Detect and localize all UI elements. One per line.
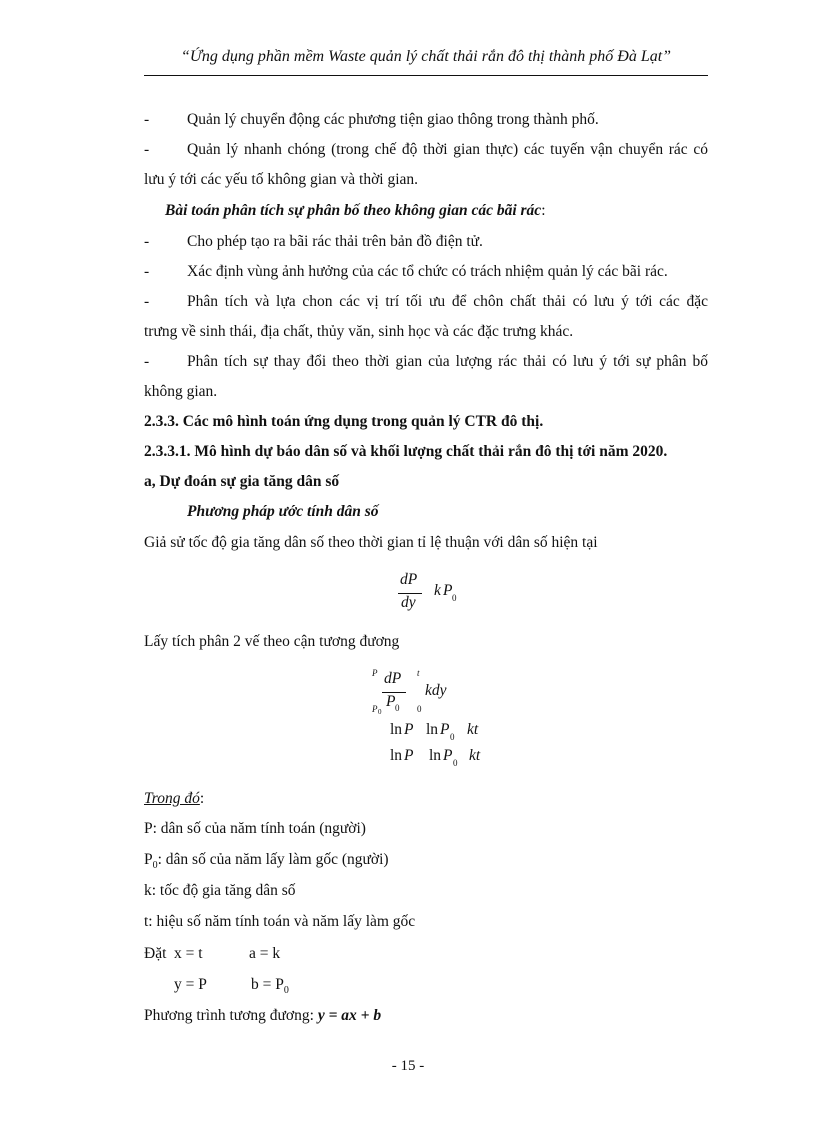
- section-title: [165, 202, 546, 220]
- set-b-sub: 0: [283, 985, 289, 997]
- page-number: - 15 -: [391, 1058, 425, 1074]
- eq3-p: P: [404, 721, 414, 738]
- list-item: Phân tích sự thay đổi theo thời gian của lượng rác thải có lưu ý tới sự phân bố: [187, 353, 708, 370]
- eq2-lower-limit-1: P: [372, 704, 378, 714]
- bullet-dash: -: [144, 233, 150, 250]
- eq2-numerator: dP: [384, 670, 402, 687]
- heading-2-3-3: 2.3.3. Các mô hình toán ứng dụng trong quản lý CTR đô thị.: [144, 413, 544, 430]
- bullet-dash: -: [144, 111, 150, 128]
- eq2-lower-limit-1-sub: 0: [378, 708, 382, 716]
- eq4-ln: ln: [390, 747, 403, 764]
- eq2-upper-limit-2: t: [417, 668, 420, 678]
- where-label: [144, 790, 204, 808]
- list-item: Cho phép tạo ra bãi rác thải trên bản đồ điện tử.: [187, 233, 483, 250]
- list-item: Phân tích và lựa chon các vị trí tối ưu để chôn chất thải có lưu ý tới các đặc: [187, 293, 708, 310]
- eq3-p0-sub: 0: [450, 732, 455, 742]
- eq4-ln2: ln: [429, 747, 442, 764]
- bullet-dash: -: [144, 353, 150, 370]
- eq2-upper-limit-1: P: [372, 668, 378, 678]
- eq2-lower-limit-2: 0: [417, 704, 422, 714]
- list-item: Xác định vùng ảnh hưởng của các tổ chức có trách nhiệm quản lý các bãi rác.: [187, 263, 668, 280]
- set-y: y = P: [174, 976, 207, 993]
- eq3-p0: P: [440, 721, 450, 738]
- eq4-kt: kt: [469, 747, 481, 764]
- set-b-text: b = P: [251, 976, 284, 993]
- heading-a: a, Dự đoán sự gia tăng dân số: [144, 473, 340, 490]
- eq3-ln2: ln: [426, 721, 439, 738]
- running-header: “Ứng dụng phần mềm Waste quản lý chất thải rắn đô thị thành phố Đà Lạt”: [180, 48, 672, 65]
- where-label-text: Trong đó: [144, 790, 200, 807]
- list-item-continuation: trưng về sinh thái, địa chất, thủy văn, sinh học và các đặc trưng khác.: [144, 323, 574, 340]
- eq1-numerator: dP: [400, 571, 418, 588]
- set-label: Đặt: [144, 945, 167, 962]
- list-item-continuation: lưu ý tới các yếu tố không gian và thời gian.: [144, 171, 419, 188]
- eq2-denominator: P: [386, 693, 396, 710]
- header-rule: [144, 75, 708, 76]
- definition-p0-text: : dân số của năm lấy làm gốc (người): [157, 851, 389, 868]
- set-b: [251, 976, 289, 996]
- section-title-text: Bài toán phân tích sự phân bố theo không gian các bãi rác: [165, 202, 542, 219]
- bullet-dash: -: [144, 293, 150, 310]
- eq2-rhs: kdy: [425, 682, 447, 699]
- definition-p: P: dân số của năm tính toán (người): [144, 820, 366, 837]
- definition-p0: [144, 851, 389, 871]
- list-item: Quản lý nhanh chóng (trong chế độ thời gian thực) các tuyến vận chuyển rác có: [187, 141, 708, 158]
- equivalent-equation: [144, 1007, 381, 1025]
- eq3-kt: kt: [467, 721, 479, 738]
- eq1-rhs-p: P: [443, 582, 453, 599]
- assumption-text: Giả sử tốc độ gia tăng dân số theo thời gian tỉ lệ thuận với dân số hiện tại: [144, 534, 598, 551]
- eq3-ln: ln: [390, 721, 403, 738]
- definition-p0-symbol: P: [144, 851, 153, 868]
- eq1-rhs-sub: 0: [452, 593, 457, 603]
- set-a: a = k: [249, 945, 281, 962]
- definition-t: t: hiệu số năm tính toán và năm lấy làm gốc: [144, 913, 416, 930]
- eq4-p0-sub: 0: [453, 758, 458, 768]
- section-title-colon: :: [541, 202, 546, 219]
- eq4-p0: P: [443, 747, 453, 764]
- bullet-dash: -: [144, 141, 150, 158]
- bullet-dash: -: [144, 263, 150, 280]
- eq2-denominator-sub: 0: [395, 703, 400, 713]
- eq4-p: P: [404, 747, 414, 764]
- heading-2-3-3-1: 2.3.3.1. Mô hình dự báo dân số và khối lượng chất thải rắn đô thị tới năm 2020.: [144, 443, 668, 460]
- list-item: Quản lý chuyển động các phương tiện giao thông trong thành phố.: [187, 111, 599, 128]
- integrate-text: Lấy tích phân 2 vế theo cận tương đương: [144, 633, 400, 650]
- eq1-rhs-k: k: [434, 582, 441, 599]
- list-item-continuation: không gian.: [144, 383, 218, 400]
- equivalent-formula: y = ax + b: [317, 1007, 382, 1024]
- where-label-colon: :: [199, 790, 205, 807]
- method-title: Phương pháp ước tính dân số: [187, 503, 379, 520]
- eq1-denominator: dy: [401, 594, 416, 611]
- equivalent-label: Phương trình tương đương:: [144, 1007, 318, 1024]
- set-x: x = t: [174, 945, 203, 962]
- definition-p0-sub: 0: [152, 860, 158, 872]
- definition-k: k: tốc độ gia tăng dân số: [144, 882, 296, 899]
